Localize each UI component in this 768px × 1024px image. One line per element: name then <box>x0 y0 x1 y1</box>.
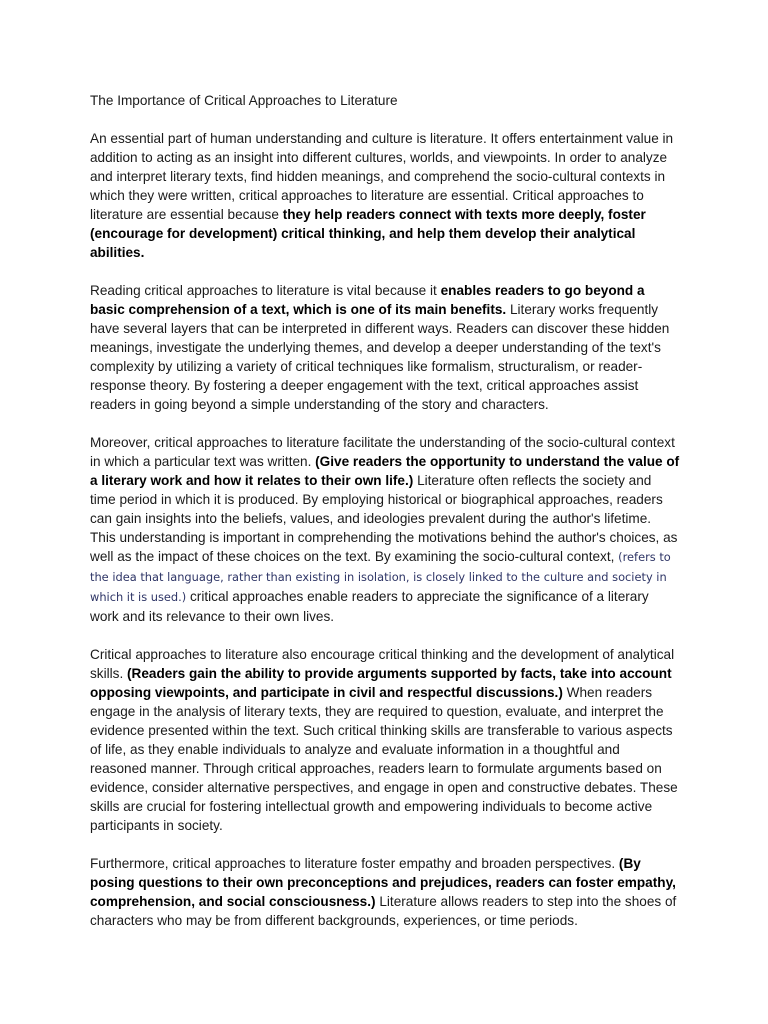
paragraph-5-emphasis: (By posing questions to their own preconceptions and prejudices, readers can foster empathy, comprehension, and social consciousness.) <box>90 856 676 909</box>
paragraph-4-text-end: When readers engage in the analysis of literary texts, they are required to question, evaluate, and interpret the evidence presented within the text. Such critical thinking skills are transferable to various aspects of life, as they enable individuals to analyze and evaluate information in a thoughtful and reasoned manner. Through critical approaches, readers learn to formulate arguments based on evidence, consider alternative perspectives, and engage in open and constructive debates. These skills are crucial for fostering intellectual growth and empowering individuals to become active participants in society. <box>90 685 678 833</box>
paragraph-2 <box>90 281 680 414</box>
paragraph-3-emphasis: (Give readers the opportunity to understand the value of a literary work and how it relates to their own life.) <box>90 454 680 488</box>
paragraph-2-emphasis: enables readers to go beyond a basic comprehension of a text, which is one of its main benefits. <box>90 283 645 317</box>
paragraph-5-text-end: Literature allows readers to step into the shoes of characters who may be from different backgrounds, experiences, or time periods. <box>90 894 677 928</box>
paragraph-2-text-end: Literary works frequently have several layers that can be interpreted in different ways. Readers can discover these hidden meanings, investigate the underlying themes, and develop a deeper understanding of the text's complexity by utilizing a variety of critical techniques like formalism, structuralism, or reader-response theory. By fostering a deeper engagement with the text, critical approaches assist readers in going beyond a simple understanding of the story and characters. <box>90 302 670 412</box>
paragraph-1-emphasis: they help readers connect with texts more deeply, foster (encourage for development) critical thinking, and help them develop their analytical abilities. <box>90 207 646 260</box>
paragraph-4-emphasis: (Readers gain the ability to provide arguments supported by facts, take into account opposing viewpoints, and participate in civil and respectful discussions.) <box>90 666 672 700</box>
paragraph-4-text-start: Critical approaches to literature also encourage critical thinking and the development of analytical skills. <box>90 647 675 681</box>
document-page <box>90 91 680 949</box>
paragraph-4 <box>90 645 680 835</box>
paragraph-3 <box>90 433 680 626</box>
paragraph-3-text-end: critical approaches enable readers to appreciate the significance of a literary work and its relevance to their own lives. <box>90 589 649 624</box>
paragraph-3-text-middle: Literature often reflects the society and time period in which it is produced. By employing historical or biographical approaches, readers can gain insights into the beliefs, values, and ideologies prevalent during the author's lifetime. This understanding is important in comprehending the motivations behind the author's choices, as well as the impact of these choices on the text. By examining the socio-cultural context, <box>90 473 678 564</box>
paragraph-2-text-start: Reading critical approaches to literature is vital because it <box>90 283 441 298</box>
paragraph-1-text: An essential part of human understanding and culture is literature. It offers entertainment value in addition to acting as an insight into different cultures, worlds, and viewpoints. In order to analyze and interpret literary texts, find hidden meanings, and comprehend the socio-cultural contexts in which they were written, critical approaches to literature are essential. Critical approaches to literature are essential because <box>90 131 674 222</box>
paragraph-3-text-start: Moreover, critical approaches to literature facilitate the understanding of the socio-cultural context in which a particular text was written. <box>90 435 675 469</box>
paragraph-3-gloss: (refers to the idea that language, rather than existing in isolation, is closely linked to the culture and society in which it is used.) <box>90 550 671 604</box>
paragraph-5 <box>90 854 680 930</box>
paragraph-1 <box>90 129 680 262</box>
document-title: The Importance of Critical Approaches to Literature <box>90 93 398 108</box>
paragraph-5-text-start: Furthermore, critical approaches to literature foster empathy and broaden perspectives. <box>90 856 619 871</box>
